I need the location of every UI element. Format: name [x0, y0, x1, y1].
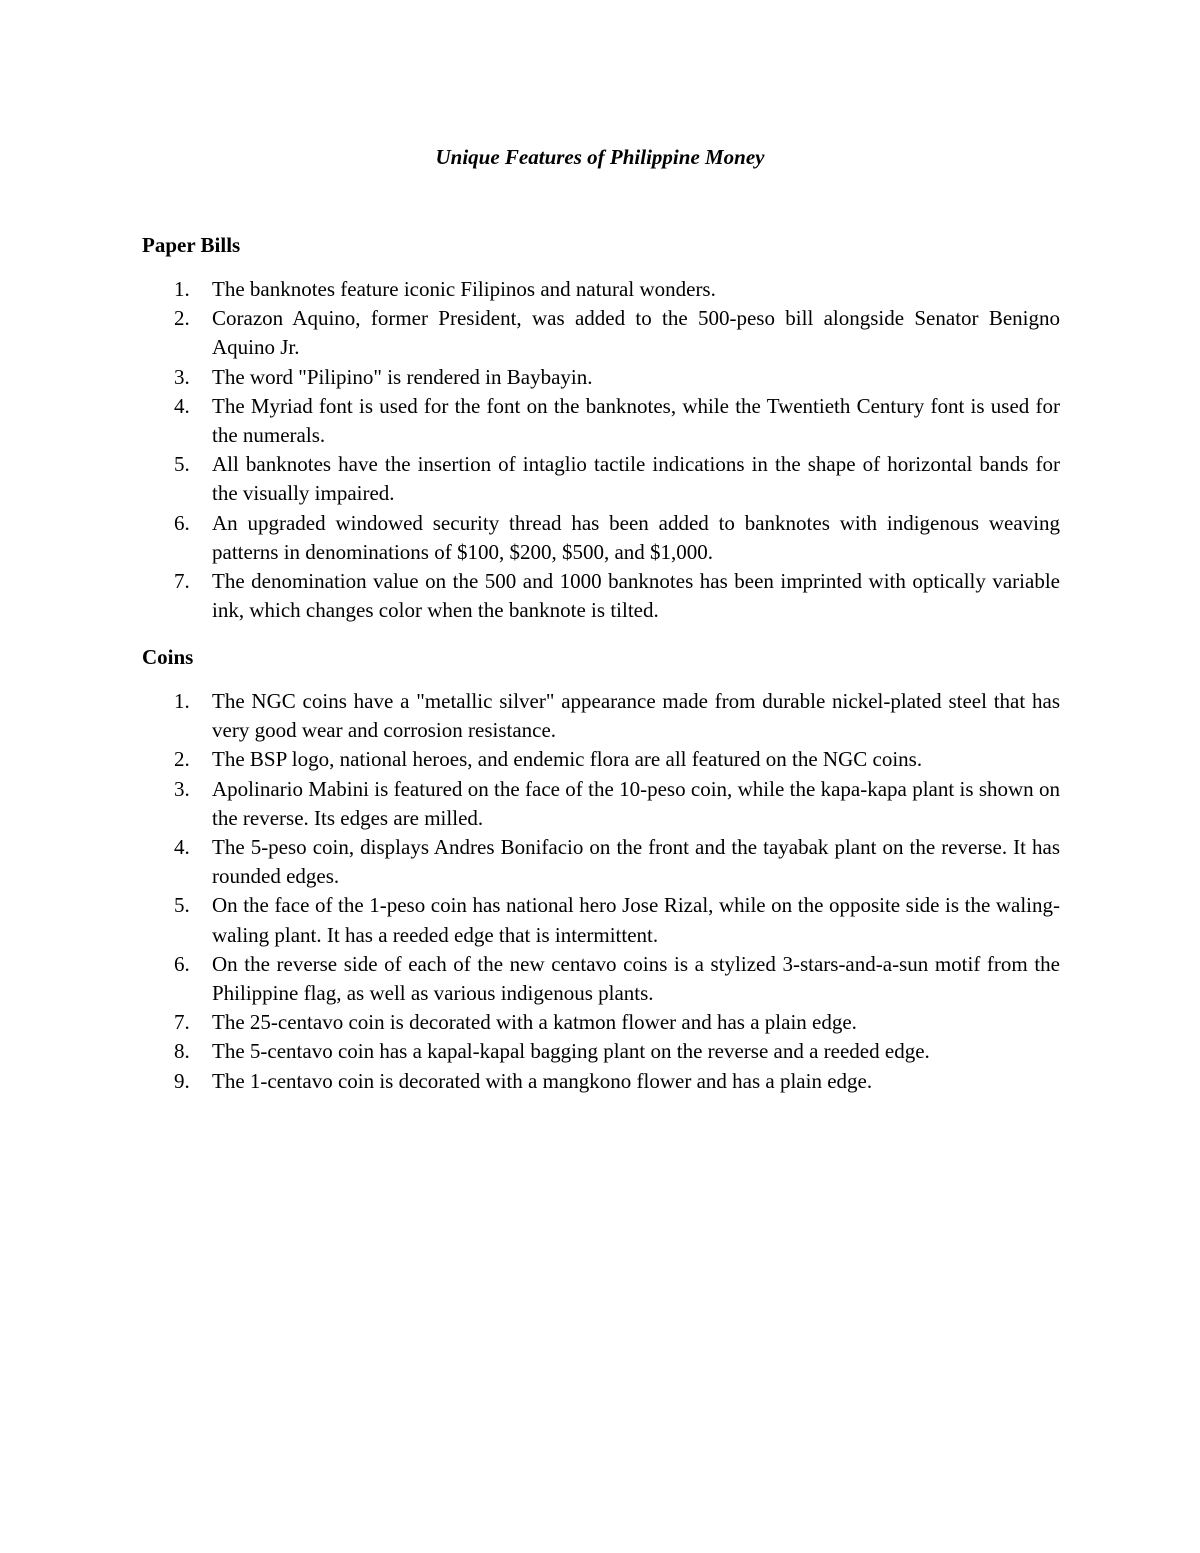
list-item-text: The word "Pilipino" is rendered in Baybayin. — [212, 364, 593, 389]
list-item-number: 9. — [174, 1068, 190, 1093]
list-item-text: The 25-centavo coin is decorated with a katmon flower and has a plain edge. — [212, 1010, 857, 1035]
list-item-number: 1. — [174, 689, 190, 713]
list-item-number: 6. — [174, 510, 190, 535]
list-item-text: An upgraded windowed security thread has been added to banknotes with indigenous weaving patterns in denominations of $100, $200, $500, and $1,000. — [212, 510, 1060, 564]
list-item — [142, 275, 1060, 304]
list-item-text: The 1-centavo coin is decorated with a mangkono flower and has a plain edge. — [212, 1068, 873, 1093]
list-item — [142, 509, 1060, 567]
list-item-text: Corazon Aquino, former President, was added to the 500-peso bill alongside Senator Benigno Aquino Jr. — [212, 306, 1060, 360]
list-item-text: On the face of the 1-peso coin has national hero Jose Rizal, while on the opposite side is the waling-waling plant. It has a reeded edge that is intermittent. — [212, 893, 1060, 947]
list-item-number: 1. — [174, 277, 190, 301]
coins-list — [142, 687, 1060, 1096]
list-item — [142, 745, 1060, 774]
list-item-text: The BSP logo, national heroes, and endemic flora are all featured on the NGC coins. — [212, 747, 923, 772]
list-item-text: Apolinario Mabini is featured on the face of the 10-peso coin, while the kapa-kapa plant is shown on the reverse. Its edges are milled. — [212, 776, 1060, 830]
list-item-text: The 5-peso coin, displays Andres Bonifacio on the front and the tayabak plant on the reverse. It has rounded edges. — [212, 835, 1060, 889]
list-item — [142, 363, 1060, 392]
list-item-number: 2. — [174, 747, 190, 772]
list-item-number: 7. — [174, 1010, 190, 1035]
list-item — [142, 891, 1060, 949]
paper-bills-list — [142, 275, 1060, 625]
list-item — [142, 833, 1060, 891]
list-item-text: The denomination value on the 500 and 1000 banknotes has been imprinted with optically variable ink, which changes color when the banknote is tilted. — [212, 569, 1060, 623]
list-item-number: 4. — [174, 835, 190, 860]
list-item — [142, 1067, 1060, 1096]
list-item — [142, 1037, 1060, 1066]
paper-bills-section — [142, 230, 1060, 625]
list-item — [142, 950, 1060, 1008]
list-item — [142, 687, 1060, 745]
coins-section — [142, 642, 1060, 1096]
list-item-number: 7. — [174, 569, 190, 594]
list-item-text: On the reverse side of each of the new centavo coins is a stylized 3-stars-and-a-sun motif from the Philippine flag, as well as various indigenous plants. — [212, 951, 1060, 1006]
list-item-text: The 5-centavo coin has a kapal-kapal bagging plant on the reverse and a reeded edge. — [212, 1039, 930, 1064]
coins-heading: Coins — [142, 645, 194, 669]
list-item-number: 8. — [174, 1039, 190, 1064]
list-item-number: 5. — [174, 893, 190, 918]
list-item-number: 3. — [174, 364, 190, 389]
list-item-number: 5. — [174, 452, 190, 477]
list-item — [142, 392, 1060, 450]
list-item — [142, 775, 1060, 833]
list-item — [142, 304, 1060, 362]
list-item — [142, 450, 1060, 508]
list-item-text: The Myriad font is used for the font on the banknotes, while the Twentieth Century font is used for the numerals. — [212, 393, 1060, 448]
list-item — [142, 1008, 1060, 1037]
list-item-text: The NGC coins have a "metallic silver" appearance made from durable nickel-plated steel that has very good wear and corrosion resistance. — [212, 689, 1060, 743]
list-item-number: 4. — [174, 393, 190, 418]
list-item-number: 2. — [174, 306, 190, 331]
list-item-text: The banknotes feature iconic Filipinos and natural wonders. — [212, 277, 716, 301]
list-item-text: All banknotes have the insertion of intaglio tactile indications in the shape of horizontal bands for the visually impaired. — [212, 452, 1060, 506]
list-item-number: 3. — [174, 776, 190, 801]
paper-bills-heading: Paper Bills — [142, 233, 241, 257]
list-item-number: 6. — [174, 951, 190, 976]
document-title: Unique Features of Philippine Money — [435, 145, 765, 169]
list-item — [142, 567, 1060, 625]
